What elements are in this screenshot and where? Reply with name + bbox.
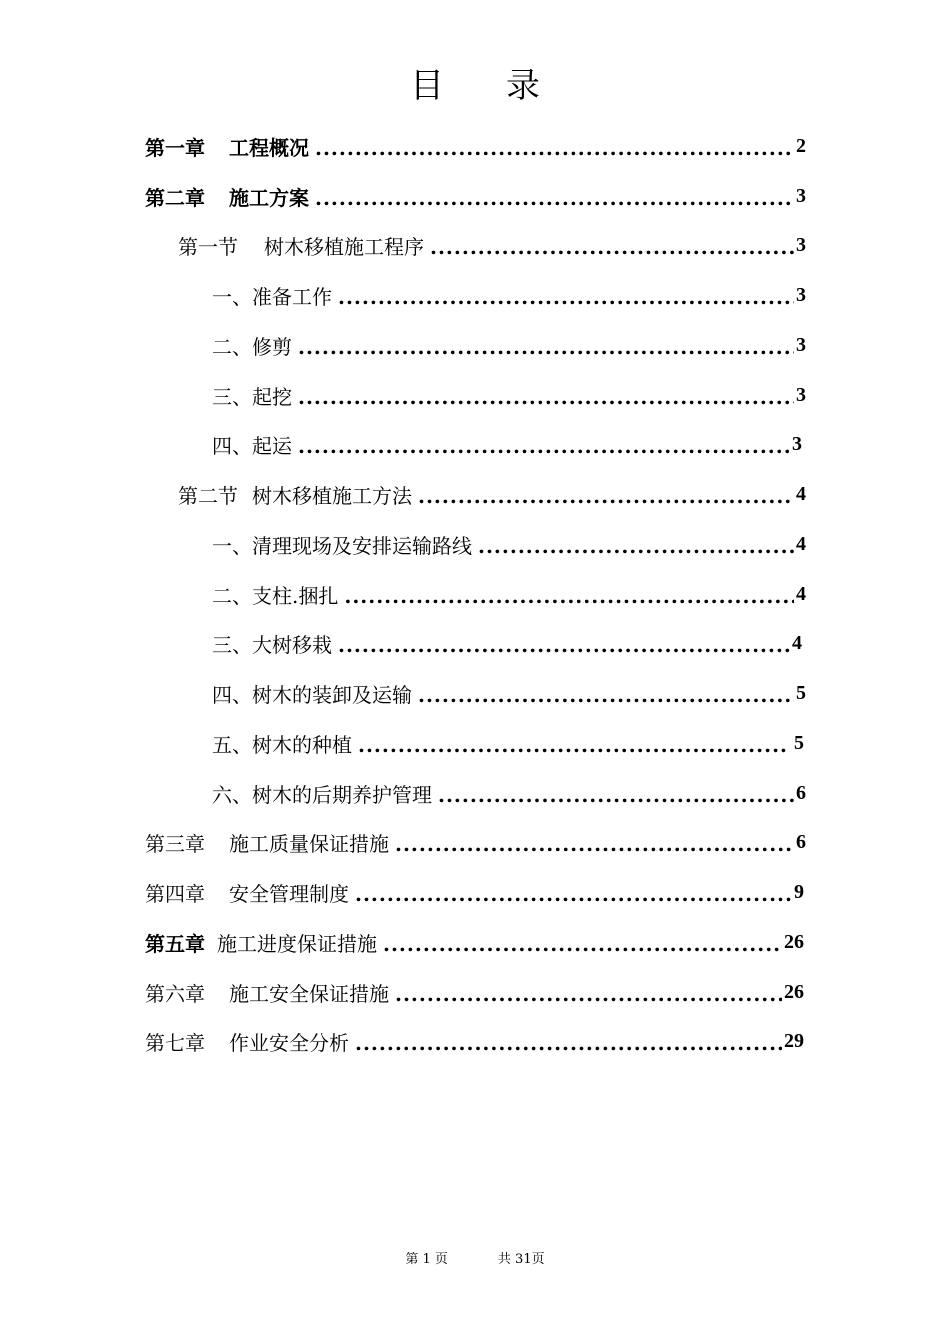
toc-page-number: 3 [796,383,806,406]
page-footer [0,1248,950,1267]
toc-page-number: 26 [784,980,804,1003]
toc-page-number: 4 [796,532,806,555]
toc-entry-item[interactable] [212,574,806,614]
toc-page-number: 5 [796,681,806,704]
toc-leader-dots [298,337,794,357]
toc-entry-item[interactable] [212,375,806,415]
toc-entry-label: 四、树木的装卸及运输 [212,682,412,707]
toc-page-number: 26 [784,930,804,953]
toc-leader-dots [358,735,786,755]
toc-entry-chapter-6[interactable] [145,972,804,1012]
toc-entry-label: 一、清理现场及安排运输路线 [212,533,472,558]
toc-page-number: 3 [796,283,806,306]
toc-leader-dots [298,436,790,456]
toc-leader-dots [418,685,794,705]
toc-entry-chapter-3[interactable] [145,822,806,862]
toc-leader-dots [315,138,794,158]
toc-leader-dots [383,934,782,954]
toc-entry-chapter-7[interactable] [145,1021,804,1061]
toc-entry-label: 第一节 树木移植施工程序 [178,234,424,259]
toc-page-number: 6 [796,830,806,853]
toc-entry-label: 五、树木的种植 [212,732,352,757]
toc-entry-label: 第二节 树木移植施工方法 [178,483,412,508]
toc-entry-item[interactable] [212,623,802,663]
footer-total-pages: 共 31页 [497,1252,545,1267]
toc-leader-dots [430,237,794,257]
toc-entry-label: 一、准备工作 [212,284,332,309]
toc-entry-label: 第二章 施工方案 [145,185,309,210]
toc-leader-dots [395,834,794,854]
toc-leader-dots [418,486,794,506]
toc-entry-label: 六、树木的后期养护管理 [212,782,432,807]
toc-page-number: 3 [796,333,806,356]
toc-page-number: 9 [794,880,804,903]
toc-page-number: 4 [792,631,802,654]
toc-entry-label: 二、修剪 [212,334,292,359]
toc-leader-dots [338,287,794,307]
toc-leader-dots [344,586,794,606]
toc-page-number: 3 [796,184,806,207]
toc-entry-label: 第七章 作业安全分析 [145,1030,349,1055]
footer-current-page: 第 1 页 [405,1252,448,1267]
toc-entry-chapter-5[interactable] [145,922,804,962]
toc-page-number: 4 [796,582,806,605]
toc-entry-section-1[interactable] [178,225,806,265]
toc-entry-section-2[interactable] [178,474,806,514]
toc-entry-item[interactable] [212,723,804,763]
toc-leader-dots [338,635,790,655]
toc-entry-label: 四、起运 [212,433,292,458]
toc-entry-label: 第四章 安全管理制度 [145,881,349,906]
toc-entry-item[interactable] [212,673,806,713]
toc-entry-label: 第五章 施工进度保证措施 [145,931,377,956]
toc-leader-dots [315,188,794,208]
toc-page-number: 3 [796,233,806,256]
toc-page-number: 3 [792,432,802,455]
toc-leader-dots [438,785,794,805]
toc-entry-chapter-1[interactable] [145,126,806,166]
toc-entry-label: 第一章 工程概况 [145,135,309,160]
toc-entry-item[interactable] [212,325,806,365]
toc-entry-chapter-2[interactable] [145,176,806,216]
toc-leader-dots [298,387,794,407]
toc-leader-dots [478,536,794,556]
toc-title [0,58,950,107]
toc-entry-label: 三、起挖 [212,384,292,409]
toc-leader-dots [355,884,792,904]
toc-entry-label: 第六章 施工安全保证措施 [145,981,389,1006]
toc-leader-dots [355,1033,782,1053]
toc-leader-dots [395,984,782,1004]
toc-title-char-2: 录 [506,66,540,106]
toc-entry-item[interactable] [212,524,806,564]
toc-page-number: 4 [796,482,806,505]
toc-page-number: 6 [796,781,806,804]
toc-entry-item[interactable] [212,275,806,315]
toc-entry-chapter-4[interactable] [145,872,804,912]
toc-entry-label: 三、大树移栽 [212,632,332,657]
toc-entry-label: 第三章 施工质量保证措施 [145,831,389,856]
toc-entry-item[interactable] [212,424,802,464]
toc-page-number: 29 [784,1029,804,1052]
toc-title-char-1: 目 [410,66,444,106]
toc-entry-label: 二、支柱.捆扎 [212,583,339,608]
toc-entry-item[interactable] [212,773,806,813]
toc-page-number: 2 [796,134,806,157]
toc-page-number: 5 [794,731,804,754]
